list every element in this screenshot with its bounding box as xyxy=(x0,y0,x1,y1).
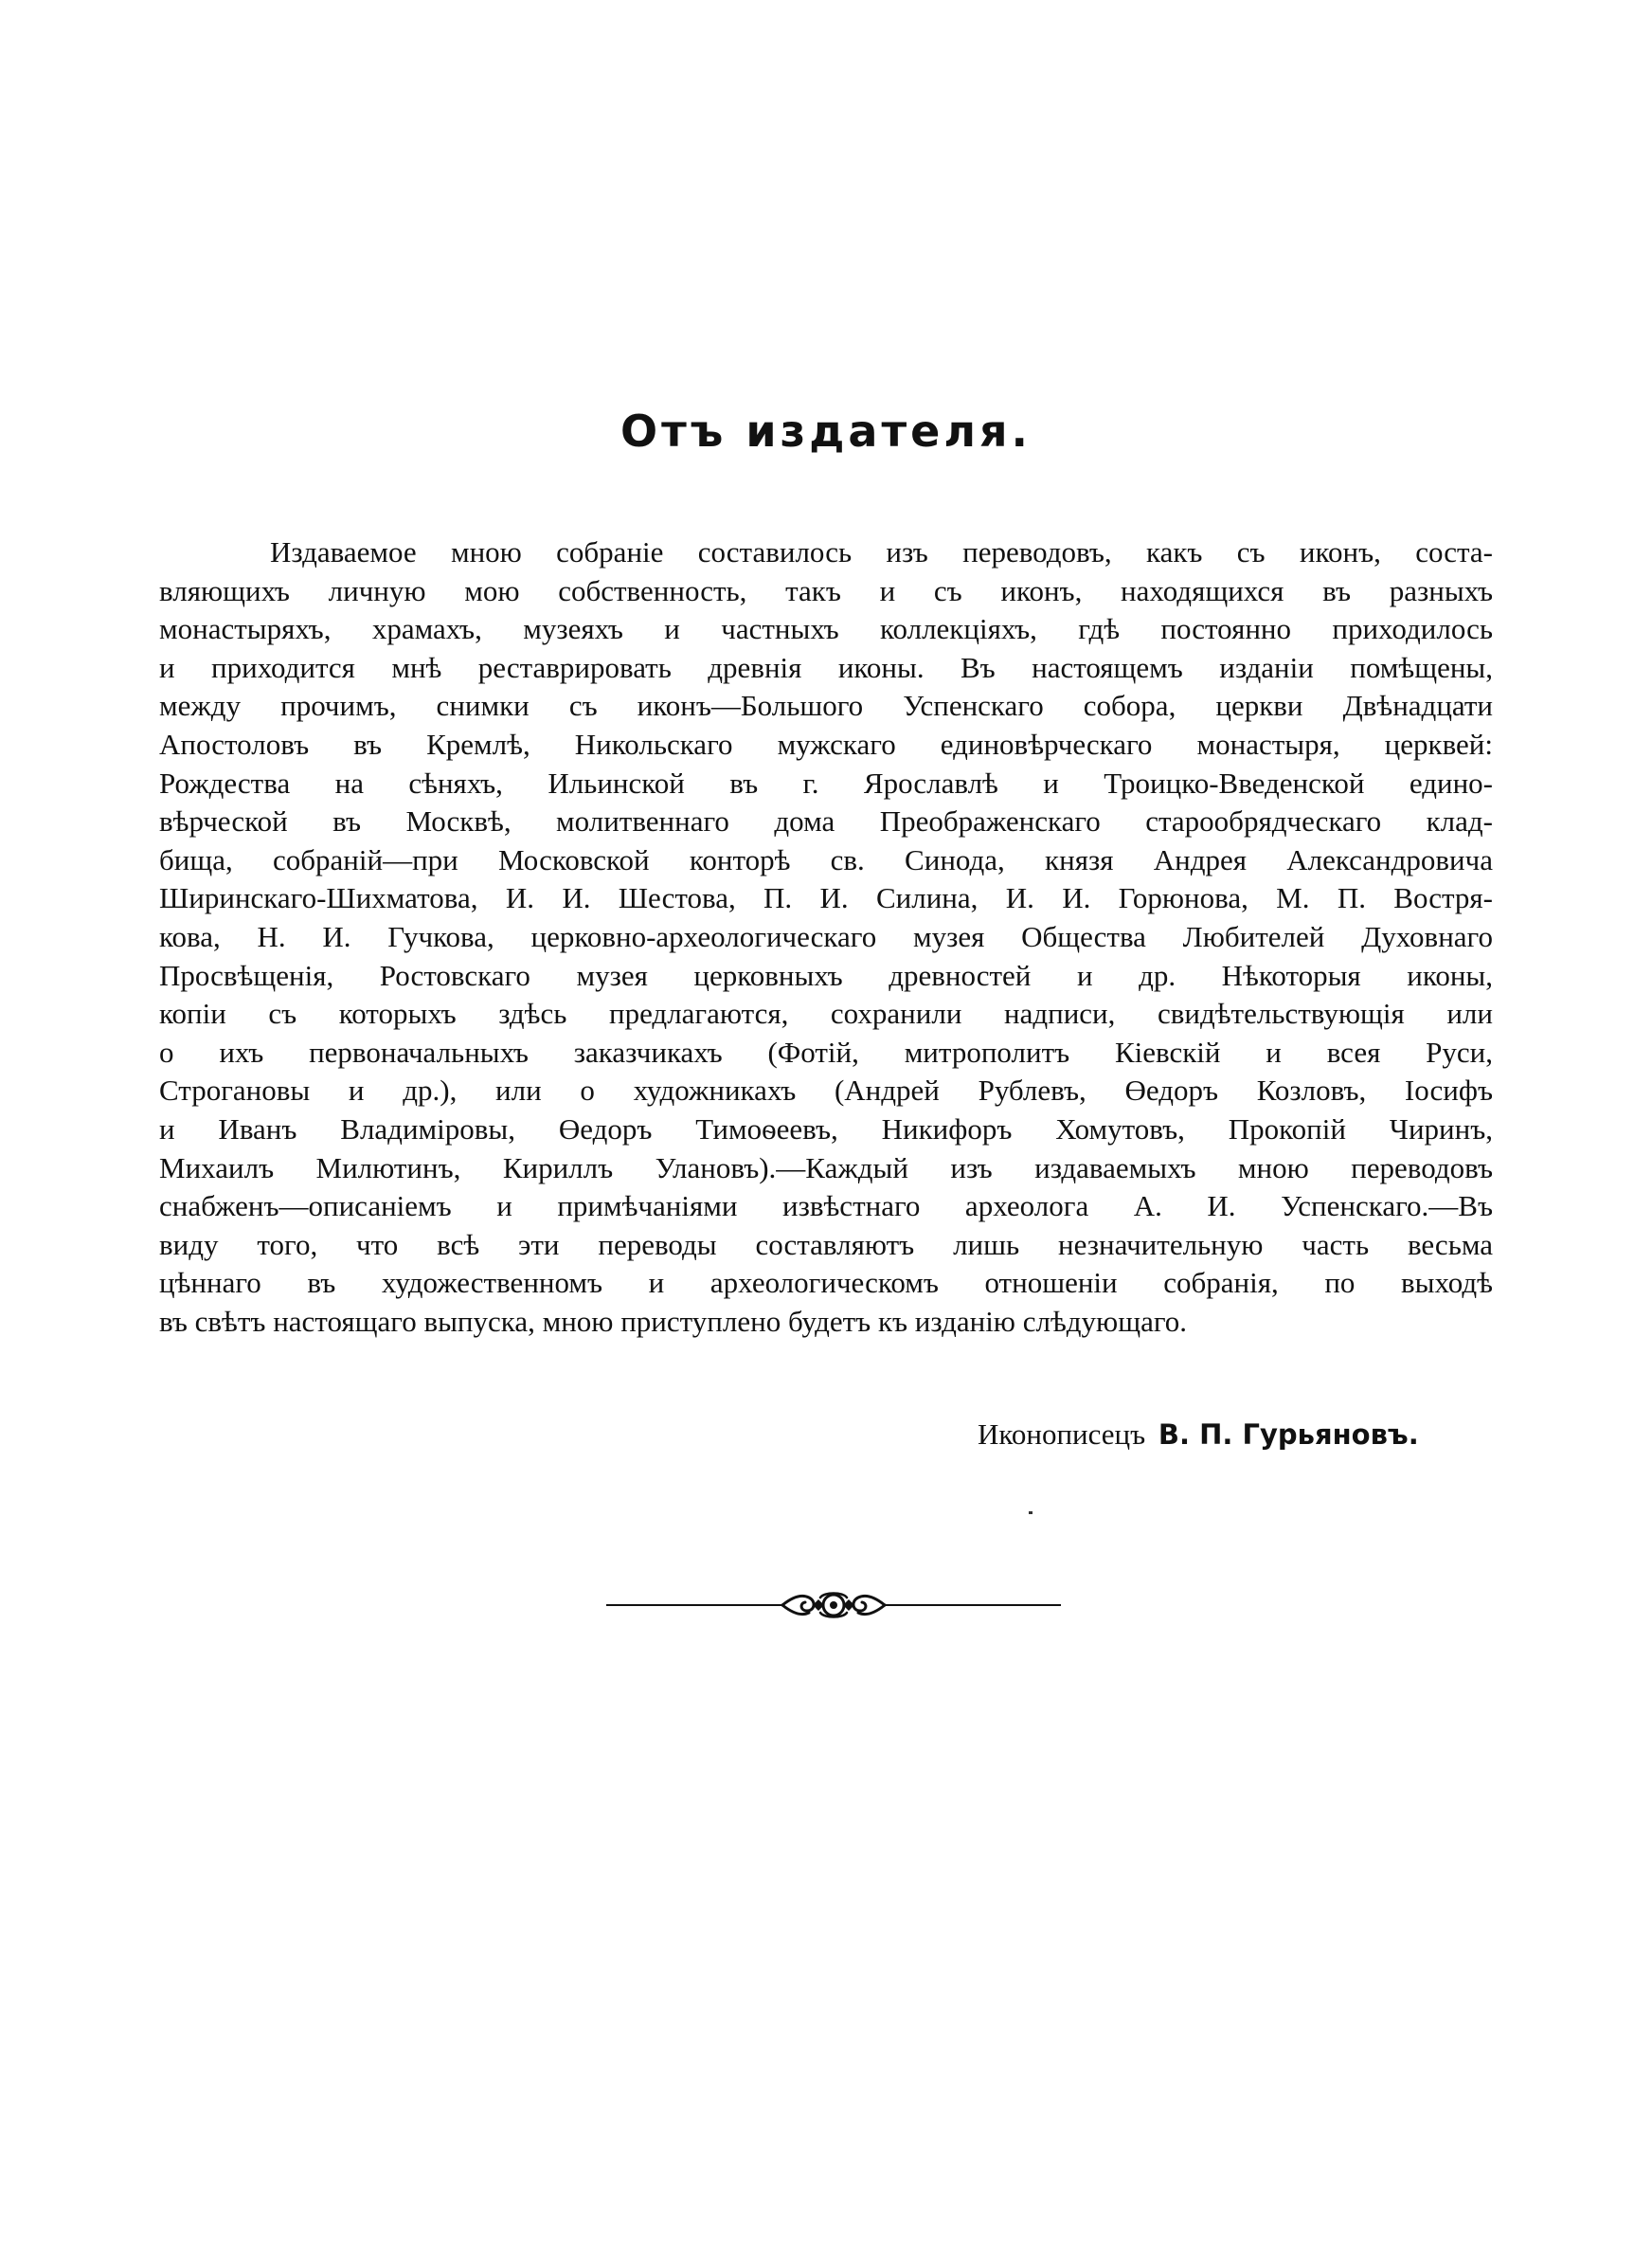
text-line: Просвѣщенія, Ростовскаго музея церковныхъ древностей и др. Нѣкоторыя иконы, xyxy=(159,958,1493,992)
scroll-ornament-icon xyxy=(606,1584,1061,1626)
body-paragraph xyxy=(159,533,1493,1341)
text-line: виду того, что всѣ эти переводы составляютъ лишь незначительную часть весьма xyxy=(159,1227,1493,1261)
text-line: кова, Н. И. Гучкова, церковно-археологическаго музея Общества Любителей Духовнаго xyxy=(159,919,1493,953)
text-line: вѣрческой въ Москвѣ, молитвеннаго дома Преображенскаго старообрядческаго клад- xyxy=(159,804,1493,839)
text-line: Рождества на сѣняхъ, Ильинской въ г. Ярославлѣ и Троицко-Введенской едино- xyxy=(159,766,1493,800)
text-line: Апостоловъ въ Кремлѣ, Никольскаго мужскаго единовѣрческаго монастыря, церквей: xyxy=(159,727,1493,761)
text-line: цѣннаго въ художественномъ и археологическомъ отношеніи собранія, по выходѣ xyxy=(159,1266,1493,1300)
text-line: и Иванъ Владиміровы, Өедоръ Тимоѳеевъ, Никифоръ Хомутовъ, Прокопій Чиринъ, xyxy=(159,1111,1493,1146)
text-line: Строгановы и др.), или о художникахъ (Андрей Рублевъ, Өедоръ Козловъ, Іосифъ xyxy=(159,1074,1493,1108)
text-line: монастыряхъ, храмахъ, музеяхъ и частныхъ коллекціяхъ, гдѣ постоянно приходилось xyxy=(159,612,1493,646)
text-line: Ширинскаго-Шихматова, И. И. Шестова, П. И. Силина, И. И. Горюнова, М. П. Востря- xyxy=(159,881,1493,915)
signature-prefix: Иконописецъ xyxy=(978,1417,1146,1451)
text-line: Михаилъ Милютинъ, Кириллъ Улановъ).—Каждый изъ издаваемыхъ мною переводовъ xyxy=(159,1150,1493,1184)
signature xyxy=(978,1417,1419,1452)
text-line: Издаваемое мною собраніе составилось изъ переводовъ, какъ съ иконъ, соста- xyxy=(270,535,1493,569)
text-line: снабженъ—описаніемъ и примѣчаніями извѣстнаго археолога А. И. Успенскаго.—Въ xyxy=(159,1189,1493,1223)
text-line: вляющихъ личную мою собственность, такъ и съ иконъ, находящихся въ разныхъ xyxy=(159,573,1493,607)
text-line: въ свѣтъ настоящаго выпуска, мною приступлено будетъ къ изданію слѣдующаго. xyxy=(159,1304,1188,1338)
text-line: между прочимъ, снимки съ иконъ—Большого Успенскаго собора, церкви Двѣнадцати xyxy=(159,689,1493,723)
print-speck xyxy=(1029,1511,1032,1514)
signature-name: В. П. Гурьяновъ. xyxy=(1158,1418,1419,1451)
text-line: о ихъ первоначальныхъ заказчикахъ (Фотій, митрополитъ Кіевскій и всея Руси, xyxy=(159,1035,1493,1069)
text-line: и приходится мнѣ реставрировать древнія иконы. Въ настоящемъ изданіи помѣщены, xyxy=(159,650,1493,684)
text-line: бища, собраній—при Московской конторѣ св. Синода, князя Андрея Александровича xyxy=(159,842,1493,876)
text-line: копіи съ которыхъ здѣсь предлагаются, сохранили надписи, свидѣтельствующія или xyxy=(159,997,1493,1031)
page-title: Отъ издателя. xyxy=(620,406,1032,457)
